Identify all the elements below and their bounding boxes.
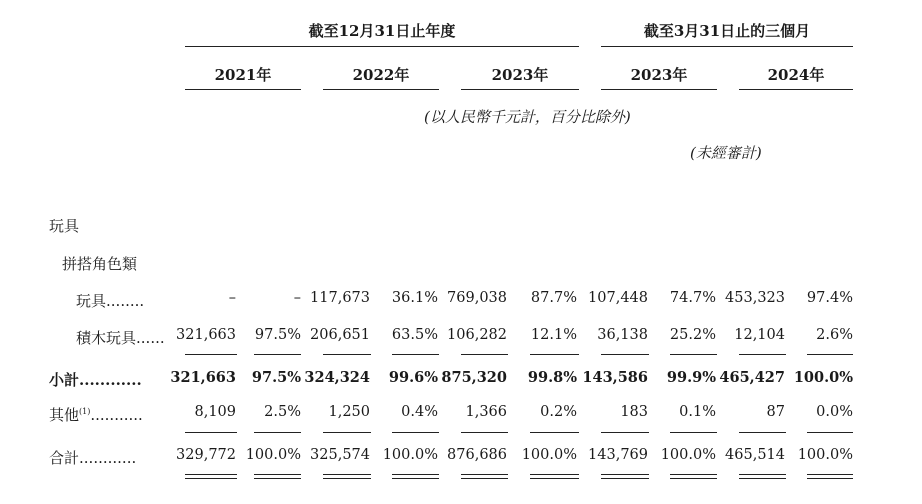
cell-percent: 12.1% [530,327,577,343]
cell-percent: 74.7% [669,290,716,306]
grand-total-double-rule [254,474,301,479]
subtotal-rule [530,354,579,355]
unit-note: (以人民幣千元計，百分比除外) [424,108,631,126]
subtotal-rule [323,354,371,355]
header-group-annual-rule [185,46,579,47]
cell-amount: 106,282 [447,327,507,343]
cell-amount: 453,323 [725,290,785,306]
cell-percent: 100.0% [793,369,853,386]
row-label-text: 其他 [49,406,80,424]
section-sub-category: 拼搭角色類 [62,255,138,273]
cell-percent: 0.1% [679,404,716,420]
cell-percent: 99.9% [666,369,716,386]
cell-amount: 329,772 [176,447,236,463]
header-group-annual: 截至12月31日止年度 [308,22,456,40]
cell-percent: 36.1% [391,290,438,306]
row-label-text: 積木玩具 [76,329,137,347]
grand-total-double-rule [670,474,717,479]
row-label-text: 玩具 [76,292,107,310]
cell-amount: 1,250 [328,404,370,420]
subtotal-rule [739,354,786,355]
total-rule [807,432,853,433]
total-rule [392,432,439,433]
year-header-rule [323,89,439,90]
grand-total-double-rule [185,474,237,479]
cell-amount: 465,427 [719,369,785,386]
row-label-total [49,447,136,468]
year-header-rule [601,89,717,90]
cell-percent: 25.2% [669,327,716,343]
year-header-rule [461,89,579,90]
row-label-dots: ...... [136,329,165,347]
total-rule [254,432,301,433]
cell-amount: – [228,290,236,306]
subtotal-rule [461,354,508,355]
year-header-2021: 2021年 [214,66,272,84]
grand-total-double-rule [461,474,508,479]
grand-total-double-rule [323,474,371,479]
total-rule [185,432,237,433]
cell-percent: 0.2% [540,404,577,420]
total-rule [461,432,508,433]
row-label-text: 小計 [49,371,80,389]
cell-percent: 2.5% [264,404,301,420]
cell-percent: 100.0% [797,447,853,463]
cell-amount: 87 [766,404,785,420]
cell-percent: 87.7% [530,290,577,306]
cell-percent: 99.6% [388,369,438,386]
cell-percent: 63.5% [391,327,438,343]
cell-amount: 321,663 [176,327,236,343]
cell-amount: 183 [620,404,648,420]
cell-percent: 100.0% [245,447,301,463]
subtotal-rule [254,354,301,355]
row-label-dots: ............ [79,449,137,467]
subtotal-rule [185,354,237,355]
cell-percent: 97.5% [254,327,301,343]
grand-total-double-rule [392,474,439,479]
cell-amount: 769,038 [447,290,507,306]
cell-percent: 100.0% [382,447,438,463]
total-rule [323,432,371,433]
year-header-2023-q1: 2023年 [630,66,688,84]
row-label-toys [76,290,144,311]
grand-total-double-rule [807,474,853,479]
year-header-2024-q1: 2024年 [767,66,825,84]
total-rule [530,432,579,433]
total-rule [670,432,717,433]
footnote-marker: (1) [79,407,91,416]
row-label-dots: ........... [90,406,143,424]
subtotal-rule [392,354,439,355]
year-header-rule [185,89,301,90]
cell-amount: 325,574 [310,447,370,463]
section-toys: 玩具 [49,217,80,235]
grand-total-double-rule [739,474,786,479]
unaudited-note: (未經審計) [690,144,762,162]
cell-amount: 36,138 [597,327,648,343]
cell-percent: 2.6% [816,327,853,343]
cell-amount: 1,366 [465,404,507,420]
cell-percent: – [293,290,301,306]
cell-percent: 100.0% [521,447,577,463]
cell-percent: 0.0% [816,404,853,420]
cell-amount: 143,586 [582,369,648,386]
cell-amount: 875,320 [441,369,507,386]
header-group-quarter: 截至3月31日止的三個月 [643,22,811,40]
subtotal-rule [670,354,717,355]
cell-percent: 99.8% [527,369,577,386]
subtotal-rule [807,354,853,355]
cell-amount: 321,663 [170,369,236,386]
cell-percent: 97.4% [806,290,853,306]
cell-percent: 97.5% [251,369,301,386]
year-header-rule [739,89,853,90]
row-label-dots: ............ [79,371,142,389]
year-header-2023: 2023年 [491,66,549,84]
row-label-dots: ........ [106,292,145,310]
cell-amount: 876,686 [447,447,507,463]
total-rule [739,432,786,433]
year-header-2022: 2022年 [352,66,410,84]
grand-total-double-rule [530,474,579,479]
cell-amount: 107,448 [588,290,648,306]
cell-amount: 206,651 [310,327,370,343]
cell-amount: 465,514 [725,447,785,463]
cell-percent: 100.0% [660,447,716,463]
total-rule [601,432,649,433]
cell-amount: 12,104 [734,327,785,343]
cell-percent: 0.4% [401,404,438,420]
row-label-blocks [76,327,165,348]
cell-amount: 117,673 [310,290,370,306]
cell-amount: 324,324 [304,369,370,386]
grand-total-double-rule [601,474,649,479]
row-label-others [49,404,143,425]
cell-amount: 143,769 [588,447,648,463]
row-label-text: 合計 [49,449,80,467]
row-label-subtotal [49,369,142,390]
subtotal-rule [601,354,649,355]
cell-amount: 8,109 [194,404,236,420]
header-group-quarter-rule [601,46,853,47]
